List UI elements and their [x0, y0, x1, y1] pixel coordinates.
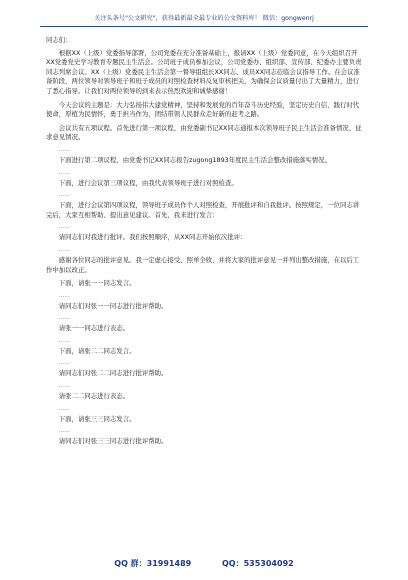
paragraph-agenda-1: 会议共有五项议程。首先进行第一项议程，由党委副书记XX同志通报本次领导班子民主生活会准备情况、征求意见情况。 — [46, 123, 362, 142]
paragraph-speaker: 下面，请张二二同志发言。 — [58, 346, 136, 355]
header-rule — [40, 26, 368, 27]
header-banner: 关注头条号"公文研究"，获得最新最全最专业的公文资料库！ 微信：gongwenrj — [94, 15, 314, 22]
paragraph-criticism-request: 请同志们对我进行批评。我们按照顺序，从XX同志开始依次批评： — [58, 233, 247, 242]
ellipsis: …… — [58, 192, 70, 199]
paragraph-speaker: 请同志们对张一一同志进行批评帮助。 — [58, 301, 168, 310]
ellipsis: …… — [58, 360, 70, 367]
paragraph-agenda-4: 下面，进行会议第四项议程，领导班子成员作个人对照检查，开展批评和自我批评。按照规定，一位同志讲完后，大家互相帮助、提出意见建议。首先，我来进行发言： — [46, 201, 360, 219]
document-body — [46, 36, 362, 451]
paragraph-agenda-3: 下面，进行会议第三项议程，由我代表领导班子进行对照检查。 — [58, 178, 238, 187]
paragraph-speaker: 请张二二同志进行表态。 — [58, 392, 130, 401]
ellipsis: …… — [58, 169, 70, 176]
paragraph-agenda-2: 下面进行第二项议程，由党委书记XX同志报告zugong1893年度民主生活会整改措施落实情况。 — [58, 155, 331, 164]
ellipsis: …… — [58, 146, 70, 153]
footer-contact — [0, 558, 408, 569]
ellipsis: …… — [58, 337, 70, 344]
salutation: 同志们： — [46, 36, 72, 44]
paragraph-thanks: 感谢各位同志的批评意见。我一定虚心接受、照单全收，并将大家的批评意见一并列出整改措施，在以后工作中加以改正。 — [46, 255, 360, 274]
ellipsis: …… — [58, 292, 70, 299]
ellipsis: …… — [58, 383, 70, 390]
paragraph-theme: 今天会议的主题是：大力弘扬伟大建党精神，坚持和发展党的百年奋斗历史经验，坚定历史自信，践行时代使命，厚植为民情怀，勇于担当作为，团结带领人民群众走好新的赶考之路。 — [46, 100, 360, 119]
paragraph-speaker: 下面，请张三三同志发言。 — [58, 414, 136, 423]
ellipsis: …… — [58, 224, 70, 231]
paragraph-speaker: 请同志们对张二二同志进行批评帮助。 — [58, 369, 168, 378]
ellipsis: …… — [58, 405, 70, 412]
qq-contact-text: QQ：535304092 — [222, 559, 294, 568]
ellipsis: …… — [58, 428, 70, 435]
paragraph-speaker: 下面，请张一一同志发言。 — [58, 279, 136, 288]
paragraph-intro: 根据XX（上级）党委指导部署，公司党委在充分准备基础上，报请XX（上级）党委同意，在今天组织召开XX党委党史学习教育专题民主生活会。公司班子成员参加会议，公司党委办、组织部、宣传部、纪委办主要负责同志列席会议。XX（上级）党委民主生活会第一督导组组长XX同志、成员XX同志莅临会议指导工作。在会议准备阶段，两位领导对领导班子和班子成员的对照检查材料反复审核把关，为确保会议质量付出了大量精力，进行了悉心指导。让我们对两位领导的到来表示热烈欢迎和诚挚感谢！ — [46, 48, 362, 95]
qq-group-text: QQ 群：31991489 — [114, 559, 192, 568]
paragraph-speaker: 请同志们对张三三同志进行批评帮助。 — [58, 437, 168, 446]
ellipsis: …… — [58, 315, 70, 322]
ellipsis: …… — [58, 246, 70, 253]
paragraph-speaker: 请张一一同志进行表态。 — [58, 324, 130, 333]
